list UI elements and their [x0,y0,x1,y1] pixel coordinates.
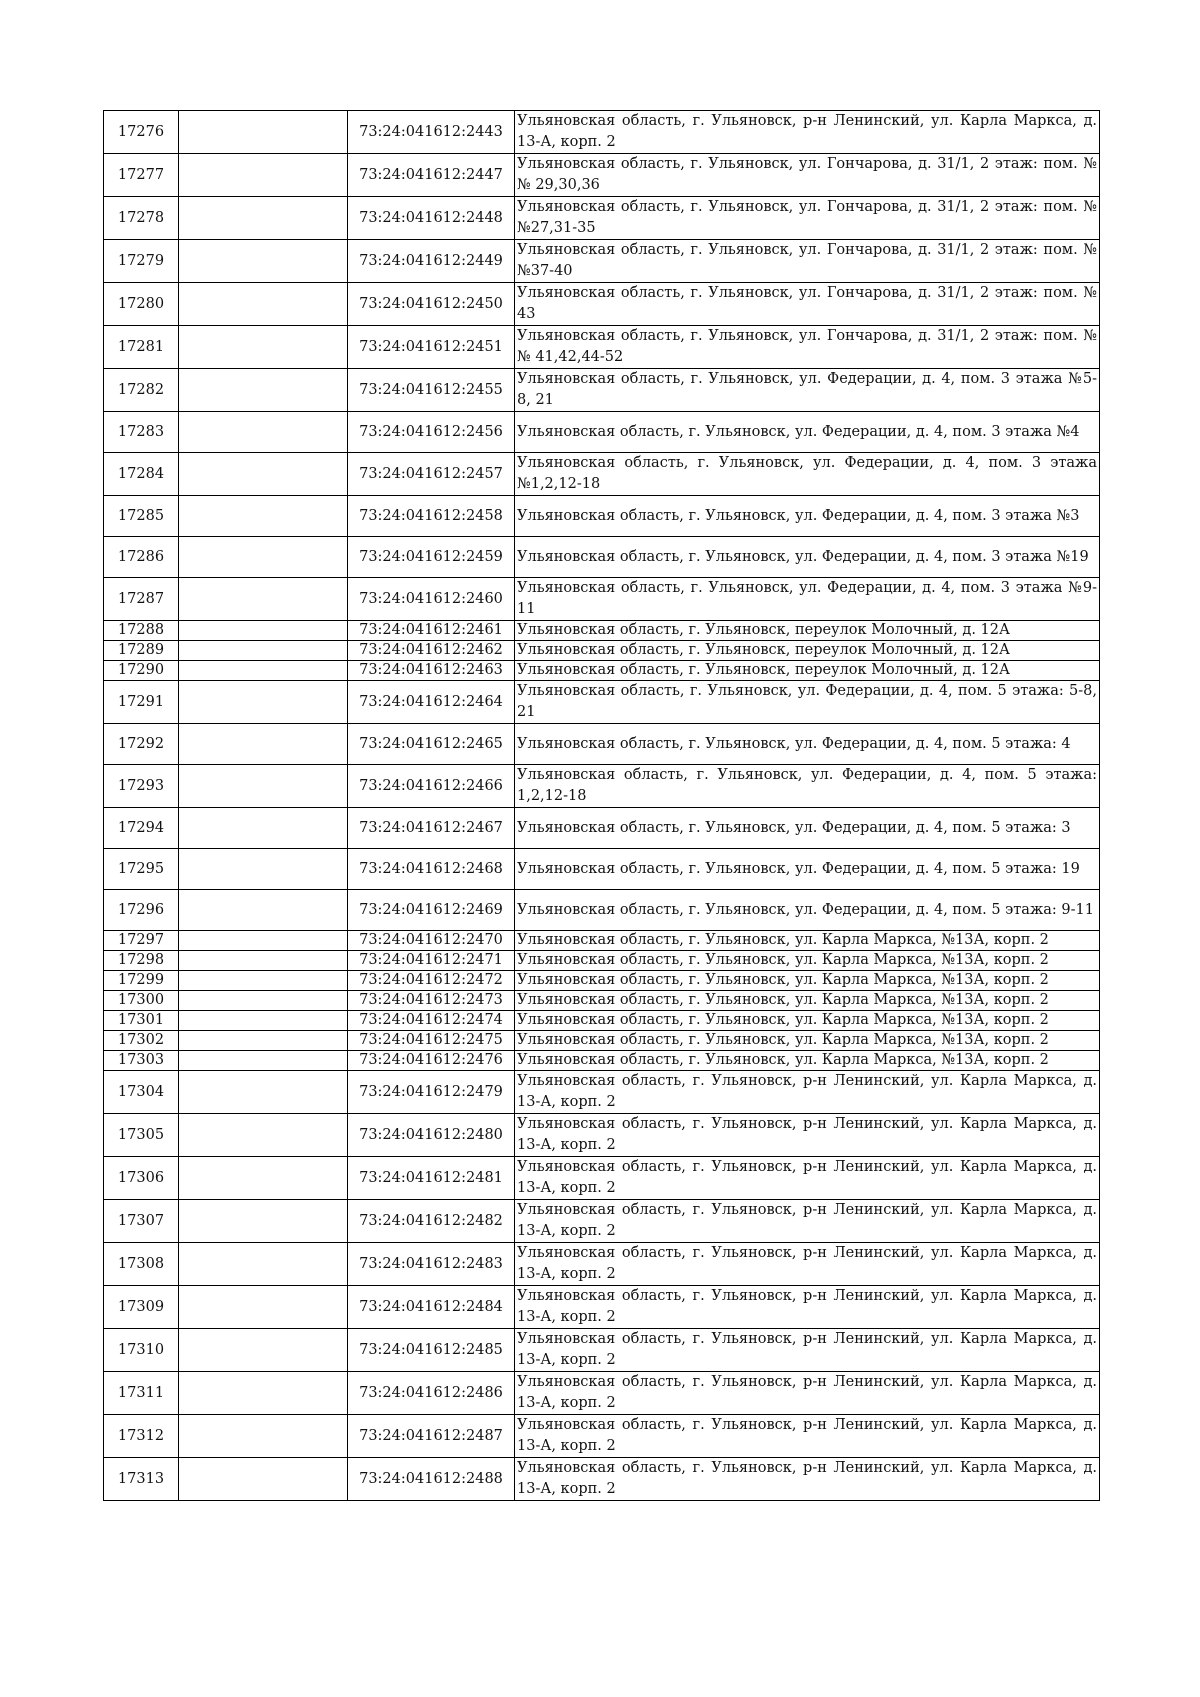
table-row [104,1071,1100,1114]
cadastral-number-cell: 73:24:041612:2451 [348,326,515,369]
property-register-table [103,110,1100,1501]
cadastral-number-cell: 73:24:041612:2468 [348,849,515,890]
table-row [104,1031,1100,1051]
table-row [104,931,1100,951]
empty-cell [179,1415,348,1458]
cadastral-number-cell: 73:24:041612:2461 [348,621,515,641]
row-number-cell: 17294 [104,808,179,849]
empty-cell [179,1071,348,1114]
row-number-cell: 17293 [104,765,179,808]
row-number-cell: 17299 [104,971,179,991]
table-row [104,369,1100,412]
empty-cell [179,537,348,578]
cadastral-number-cell: 73:24:041612:2462 [348,641,515,661]
table-row [104,326,1100,369]
row-number-cell: 17286 [104,537,179,578]
cadastral-number-cell: 73:24:041612:2465 [348,724,515,765]
row-number-cell: 17302 [104,1031,179,1051]
row-number-cell: 17310 [104,1329,179,1372]
row-number-cell: 17307 [104,1200,179,1243]
row-number-cell: 17278 [104,197,179,240]
address-cell: Ульяновская область, г. Ульяновск, ул. Карла Маркса, №13А, корп. 2 [515,1051,1100,1071]
empty-cell [179,1157,348,1200]
empty-cell [179,578,348,621]
address-cell: Ульяновская область, г. Ульяновск, р-н Ленинский, ул. Карла Маркса, д. 13-А, корп. 2 [515,1286,1100,1329]
cadastral-number-cell: 73:24:041612:2481 [348,1157,515,1200]
cadastral-number-cell: 73:24:041612:2443 [348,111,515,154]
table-row [104,1051,1100,1071]
cadastral-number-cell: 73:24:041612:2483 [348,1243,515,1286]
table-row [104,1458,1100,1501]
cadastral-number-cell: 73:24:041612:2479 [348,1071,515,1114]
table-row [104,621,1100,641]
empty-cell [179,808,348,849]
address-cell: Ульяновская область, г. Ульяновск, ул. Карла Маркса, №13А, корп. 2 [515,931,1100,951]
table-row [104,951,1100,971]
cadastral-number-cell: 73:24:041612:2471 [348,951,515,971]
empty-cell [179,111,348,154]
empty-cell [179,240,348,283]
table-row [104,991,1100,1011]
address-cell: Ульяновская область, г. Ульяновск, ул. Федерации, д. 4, пом. 5 этажа: 4 [515,724,1100,765]
empty-cell [179,369,348,412]
address-cell: Ульяновская область, г. Ульяновск, переулок Молочный, д. 12А [515,641,1100,661]
row-number-cell: 17285 [104,496,179,537]
table-row [104,154,1100,197]
table-row [104,111,1100,154]
row-number-cell: 17298 [104,951,179,971]
empty-cell [179,681,348,724]
empty-cell [179,283,348,326]
table-row [104,661,1100,681]
cadastral-number-cell: 73:24:041612:2450 [348,283,515,326]
table-row [104,412,1100,453]
row-number-cell: 17304 [104,1071,179,1114]
cadastral-number-cell: 73:24:041612:2487 [348,1415,515,1458]
empty-cell [179,1031,348,1051]
table-row [104,641,1100,661]
table-row [104,578,1100,621]
empty-cell [179,154,348,197]
empty-cell [179,1114,348,1157]
cadastral-number-cell: 73:24:041612:2460 [348,578,515,621]
row-number-cell: 17279 [104,240,179,283]
row-number-cell: 17276 [104,111,179,154]
address-cell: Ульяновская область, г. Ульяновск, ул. Гончарова, д. 31/1, 2 этаж: пом. № 43 [515,283,1100,326]
table-row [104,724,1100,765]
cadastral-number-cell: 73:24:041612:2449 [348,240,515,283]
address-cell: Ульяновская область, г. Ульяновск, ул. Федерации, д. 4, пом. 3 этажа №4 [515,412,1100,453]
row-number-cell: 17292 [104,724,179,765]
cadastral-number-cell: 73:24:041612:2464 [348,681,515,724]
cadastral-number-cell: 73:24:041612:2473 [348,991,515,1011]
cadastral-number-cell: 73:24:041612:2486 [348,1372,515,1415]
cadastral-number-cell: 73:24:041612:2459 [348,537,515,578]
empty-cell [179,1329,348,1372]
cadastral-number-cell: 73:24:041612:2485 [348,1329,515,1372]
address-cell: Ульяновская область, г. Ульяновск, р-н Ленинский, ул. Карла Маркса, д. 13-А, корп. 2 [515,1372,1100,1415]
row-number-cell: 17281 [104,326,179,369]
empty-cell [179,661,348,681]
row-number-cell: 17291 [104,681,179,724]
table-row [104,765,1100,808]
cadastral-number-cell: 73:24:041612:2480 [348,1114,515,1157]
row-number-cell: 17283 [104,412,179,453]
address-cell: Ульяновская область, г. Ульяновск, переулок Молочный, д. 12А [515,661,1100,681]
table-row [104,1114,1100,1157]
address-cell: Ульяновская область, г. Ульяновск, р-н Ленинский, ул. Карла Маркса, д. 13-А, корп. 2 [515,1157,1100,1200]
row-number-cell: 17301 [104,1011,179,1031]
cadastral-number-cell: 73:24:041612:2448 [348,197,515,240]
row-number-cell: 17295 [104,849,179,890]
empty-cell [179,1200,348,1243]
empty-cell [179,971,348,991]
cadastral-number-cell: 73:24:041612:2447 [348,154,515,197]
empty-cell [179,849,348,890]
row-number-cell: 17306 [104,1157,179,1200]
table-row [104,1157,1100,1200]
cadastral-number-cell: 73:24:041612:2469 [348,890,515,931]
table-row [104,283,1100,326]
table-row [104,240,1100,283]
address-cell: Ульяновская область, г. Ульяновск, ул. Федерации, д. 4, пом. 3 этажа №3 [515,496,1100,537]
table-row [104,808,1100,849]
cadastral-number-cell: 73:24:041612:2457 [348,453,515,496]
empty-cell [179,197,348,240]
empty-cell [179,412,348,453]
table-row [104,496,1100,537]
empty-cell [179,1286,348,1329]
empty-cell [179,951,348,971]
cadastral-number-cell: 73:24:041612:2466 [348,765,515,808]
row-number-cell: 17311 [104,1372,179,1415]
row-number-cell: 17303 [104,1051,179,1071]
address-cell: Ульяновская область, г. Ульяновск, переулок Молочный, д. 12А [515,621,1100,641]
address-cell: Ульяновская область, г. Ульяновск, ул. Гончарова, д. 31/1, 2 этаж: пом. №№37-40 [515,240,1100,283]
empty-cell [179,453,348,496]
cadastral-number-cell: 73:24:041612:2467 [348,808,515,849]
cadastral-number-cell: 73:24:041612:2476 [348,1051,515,1071]
address-cell: Ульяновская область, г. Ульяновск, ул. Федерации, д. 4, пом. 3 этажа №19 [515,537,1100,578]
row-number-cell: 17290 [104,661,179,681]
register-table-body [104,111,1100,1501]
table-row [104,849,1100,890]
row-number-cell: 17309 [104,1286,179,1329]
address-cell: Ульяновская область, г. Ульяновск, р-н Ленинский, ул. Карла Маркса, д. 13-А, корп. 2 [515,1415,1100,1458]
empty-cell [179,1372,348,1415]
cadastral-number-cell: 73:24:041612:2456 [348,412,515,453]
table-row [104,1415,1100,1458]
row-number-cell: 17308 [104,1243,179,1286]
table-row [104,1011,1100,1031]
row-number-cell: 17305 [104,1114,179,1157]
empty-cell [179,1051,348,1071]
empty-cell [179,890,348,931]
empty-cell [179,991,348,1011]
cadastral-number-cell: 73:24:041612:2458 [348,496,515,537]
address-cell: Ульяновская область, г. Ульяновск, ул. Федерации, д. 4, пом. 5 этажа: 3 [515,808,1100,849]
table-row [104,971,1100,991]
address-cell: Ульяновская область, г. Ульяновск, р-н Ленинский, ул. Карла Маркса, д. 13-А, корп. 2 [515,1458,1100,1501]
empty-cell [179,621,348,641]
cadastral-number-cell: 73:24:041612:2488 [348,1458,515,1501]
cadastral-number-cell: 73:24:041612:2475 [348,1031,515,1051]
cadastral-number-cell: 73:24:041612:2463 [348,661,515,681]
address-cell: Ульяновская область, г. Ульяновск, ул. Гончарова, д. 31/1, 2 этаж: пом. №№ 29,30,36 [515,154,1100,197]
address-cell: Ульяновская область, г. Ульяновск, р-н Ленинский, ул. Карла Маркса, д. 13-А, корп. 2 [515,1200,1100,1243]
table-row [104,681,1100,724]
address-cell: Ульяновская область, г. Ульяновск, ул. Федерации, д. 4, пом. 3 этажа №9-11 [515,578,1100,621]
address-cell: Ульяновская область, г. Ульяновск, р-н Ленинский, ул. Карла Маркса, д. 13-А, корп. 2 [515,1071,1100,1114]
table-row [104,890,1100,931]
row-number-cell: 17300 [104,991,179,1011]
row-number-cell: 17287 [104,578,179,621]
table-row [104,453,1100,496]
table-row [104,1286,1100,1329]
address-cell: Ульяновская область, г. Ульяновск, ул. Карла Маркса, №13А, корп. 2 [515,991,1100,1011]
cadastral-number-cell: 73:24:041612:2474 [348,1011,515,1031]
address-cell: Ульяновская область, г. Ульяновск, ул. Гончарова, д. 31/1, 2 этаж: пом. №№ 41,42,44-52 [515,326,1100,369]
cadastral-number-cell: 73:24:041612:2470 [348,931,515,951]
empty-cell [179,326,348,369]
table-row [104,537,1100,578]
row-number-cell: 17284 [104,453,179,496]
table-row [104,1372,1100,1415]
empty-cell [179,1243,348,1286]
address-cell: Ульяновская область, г. Ульяновск, р-н Ленинский, ул. Карла Маркса, д. 13-А, корп. 2 [515,111,1100,154]
table-row [104,1200,1100,1243]
address-cell: Ульяновская область, г. Ульяновск, ул. Федерации, д. 4, пом. 5 этажа: 19 [515,849,1100,890]
row-number-cell: 17277 [104,154,179,197]
empty-cell [179,724,348,765]
row-number-cell: 17280 [104,283,179,326]
row-number-cell: 17282 [104,369,179,412]
address-cell: Ульяновская область, г. Ульяновск, ул. Карла Маркса, №13А, корп. 2 [515,971,1100,991]
empty-cell [179,1011,348,1031]
address-cell: Ульяновская область, г. Ульяновск, ул. Федерации, д. 4, пом. 5 этажа: 9-11 [515,890,1100,931]
row-number-cell: 17297 [104,931,179,951]
address-cell: Ульяновская область, г. Ульяновск, ул. Федерации, д. 4, пом. 3 этажа №1,2,12-18 [515,453,1100,496]
address-cell: Ульяновская область, г. Ульяновск, р-н Ленинский, ул. Карла Маркса, д. 13-А, корп. 2 [515,1243,1100,1286]
address-cell: Ульяновская область, г. Ульяновск, ул. Федерации, д. 4, пом. 3 этажа №5-8, 21 [515,369,1100,412]
cadastral-number-cell: 73:24:041612:2472 [348,971,515,991]
cadastral-number-cell: 73:24:041612:2484 [348,1286,515,1329]
empty-cell [179,1458,348,1501]
address-cell: Ульяновская область, г. Ульяновск, ул. Карла Маркса, №13А, корп. 2 [515,951,1100,971]
row-number-cell: 17312 [104,1415,179,1458]
row-number-cell: 17313 [104,1458,179,1501]
address-cell: Ульяновская область, г. Ульяновск, р-н Ленинский, ул. Карла Маркса, д. 13-А, корп. 2 [515,1114,1100,1157]
address-cell: Ульяновская область, г. Ульяновск, ул. Гончарова, д. 31/1, 2 этаж: пом. №№27,31-35 [515,197,1100,240]
address-cell: Ульяновская область, г. Ульяновск, ул. Карла Маркса, №13А, корп. 2 [515,1031,1100,1051]
address-cell: Ульяновская область, г. Ульяновск, р-н Ленинский, ул. Карла Маркса, д. 13-А, корп. 2 [515,1329,1100,1372]
row-number-cell: 17289 [104,641,179,661]
empty-cell [179,641,348,661]
address-cell: Ульяновская область, г. Ульяновск, ул. Карла Маркса, №13А, корп. 2 [515,1011,1100,1031]
table-row [104,1243,1100,1286]
address-cell: Ульяновская область, г. Ульяновск, ул. Федерации, д. 4, пом. 5 этажа: 5-8, 21 [515,681,1100,724]
table-row [104,197,1100,240]
cadastral-number-cell: 73:24:041612:2482 [348,1200,515,1243]
empty-cell [179,496,348,537]
address-cell: Ульяновская область, г. Ульяновск, ул. Федерации, д. 4, пом. 5 этажа: 1,2,12-18 [515,765,1100,808]
empty-cell [179,931,348,951]
table-row [104,1329,1100,1372]
row-number-cell: 17288 [104,621,179,641]
cadastral-number-cell: 73:24:041612:2455 [348,369,515,412]
empty-cell [179,765,348,808]
row-number-cell: 17296 [104,890,179,931]
